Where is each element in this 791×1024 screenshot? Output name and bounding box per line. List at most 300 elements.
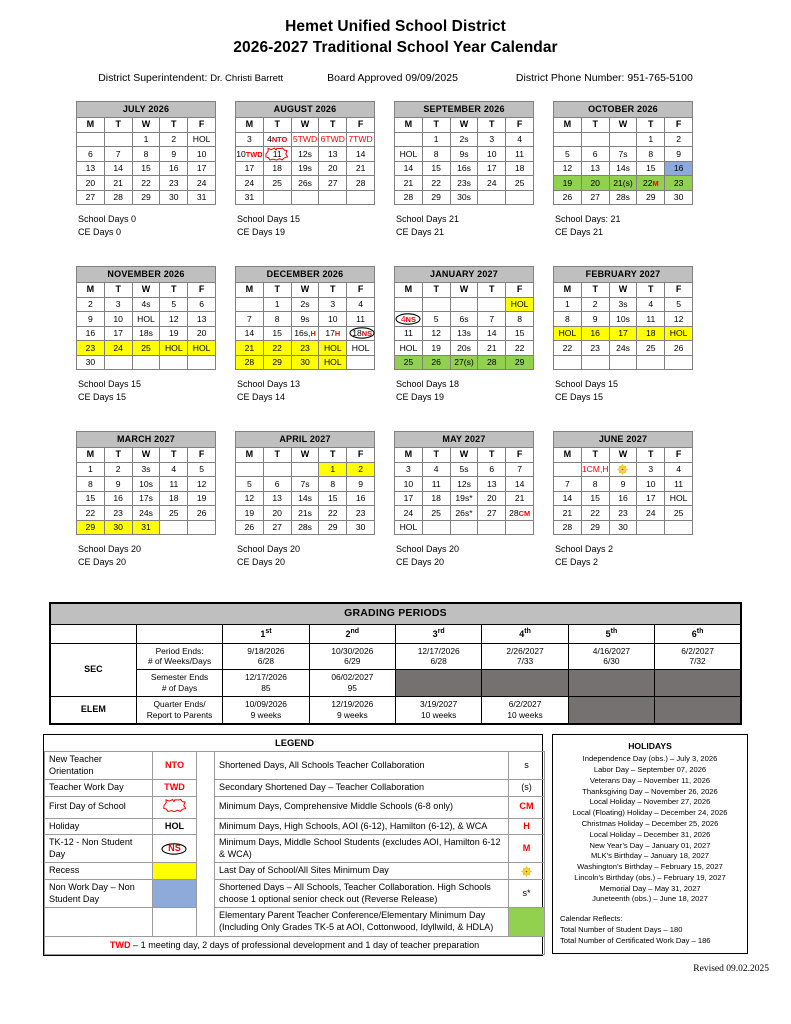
day-cell: [263, 147, 291, 162]
week-row: [236, 297, 375, 312]
day-cell: 20: [77, 176, 105, 191]
week-row: [395, 355, 534, 370]
day-cell: 11: [422, 477, 450, 492]
month-block: [394, 431, 534, 596]
day-cell: 12: [665, 312, 693, 327]
dow-header: F: [665, 118, 693, 133]
legend-right-text: Minimum Days, High Schools, AOI (6-12), Hamilton (6-12), & WCA: [215, 818, 509, 835]
day-cell: 8: [319, 477, 347, 492]
legend-right-symbol: [509, 908, 545, 936]
day-cell: 5: [236, 477, 264, 492]
day-of-week-row: [554, 448, 693, 463]
day-cell: HOL: [665, 326, 693, 341]
month-name: JANUARY 2027: [395, 267, 534, 283]
dow-header: W: [132, 283, 160, 298]
day-cell: 11: [665, 477, 693, 492]
week-row: [554, 462, 693, 477]
title-line-2: 2026-2027 Traditional School Year Calendar: [233, 38, 558, 56]
day-cell: 15: [637, 161, 665, 176]
ce-days: CE Days 15: [78, 391, 127, 402]
calendar-row: [0, 266, 791, 431]
day-cell: 1: [263, 297, 291, 312]
day-cell: 16s,H: [291, 326, 319, 341]
legend-right-text: Elementary Parent Teacher Conference/Elementary Minimum Day (Including Only Grades TK-5 at AOI, Cottonwood, Idyllwild, & HDLA): [215, 908, 509, 936]
day-cell: 23: [77, 341, 105, 356]
reflect-line: Total Number of Certificated Work Day – 186: [560, 935, 711, 945]
week-row: [77, 326, 216, 341]
dow-header: T: [478, 118, 506, 133]
dow-header: T: [478, 448, 506, 463]
day-cell: 27: [581, 190, 609, 205]
day-cell: 18: [506, 161, 534, 176]
header-details: [0, 72, 791, 84]
dow-header: T: [104, 118, 132, 133]
day-cell: [665, 355, 693, 370]
day-cell: 24s: [132, 506, 160, 521]
legend-right-symbol: (s): [509, 780, 545, 797]
day-cell: 13s: [450, 326, 478, 341]
day-cell: 28s: [291, 520, 319, 535]
day-cell: [506, 520, 534, 535]
day-cell: 13: [581, 161, 609, 176]
dow-header: W: [609, 448, 637, 463]
month-name: DECEMBER 2026: [236, 267, 375, 283]
day-cell: [478, 297, 506, 312]
day-cell: [609, 132, 637, 147]
dow-header: M: [77, 118, 105, 133]
grading-cell: 06/02/2027 95: [309, 670, 395, 697]
school-days: School Days 20: [78, 544, 142, 555]
legend-footnote: TWD – 1 meeting day, 2 days of professional development and 1 day of teacher preparation: [45, 936, 545, 955]
month-block: [76, 266, 216, 431]
day-cell: 23: [160, 176, 188, 191]
day-cell: 14: [236, 326, 264, 341]
week-row: [236, 491, 375, 506]
day-cell: [188, 355, 216, 370]
ce-days: CE Days 19: [237, 226, 286, 237]
calendar-months: [0, 101, 791, 596]
day-cell: 30s: [450, 190, 478, 205]
day-cell: 23s: [450, 176, 478, 191]
day-cell: HOL: [554, 326, 582, 341]
week-row: [554, 312, 693, 327]
day-cell: 12: [554, 161, 582, 176]
day-cell: [77, 132, 105, 147]
last-day-sun-icon: [521, 866, 532, 877]
day-cell: 1: [637, 132, 665, 147]
dow-header: M: [77, 448, 105, 463]
dow-header: W: [450, 118, 478, 133]
month-table: [553, 266, 693, 370]
week-row: [395, 520, 534, 535]
day-cell: 10: [188, 147, 216, 162]
day-cell: 4s: [132, 297, 160, 312]
day-cell: 11: [395, 326, 423, 341]
day-cell: [665, 520, 693, 535]
day-cell: 23: [665, 176, 693, 191]
month-footer: [76, 378, 216, 403]
grading-cell: 2/26/2027 7/33: [482, 643, 568, 670]
day-cell: 8: [554, 312, 582, 327]
dow-header: F: [188, 118, 216, 133]
grading-cell: 6/2/2027 10 weeks: [482, 697, 568, 724]
week-row: [395, 462, 534, 477]
day-cell: 6: [188, 297, 216, 312]
day-cell: [395, 132, 423, 147]
day-cell: 20: [188, 326, 216, 341]
first-day-marker: 11: [266, 150, 289, 159]
day-cell: 15: [319, 491, 347, 506]
legend-left-symbol: [153, 880, 197, 908]
holiday-item: Juneteenth (obs.) – June 18, 2027: [592, 894, 708, 904]
holidays-list: [557, 754, 743, 905]
dow-header: F: [506, 118, 534, 133]
day-cell: 21: [236, 341, 264, 356]
grading-side-elem: ELEM: [50, 697, 136, 724]
day-cell: 25: [422, 506, 450, 521]
day-cell: 7s: [291, 477, 319, 492]
grading-period-header: 3rd: [396, 624, 482, 643]
day-of-week-row: [395, 448, 534, 463]
grading-cell: 12/17/2026 6/28: [396, 643, 482, 670]
grading-title: GRADING PERIODS: [50, 603, 741, 624]
grading-row-label: Quarter Ends/ Report to Parents: [136, 697, 222, 724]
day-cell: 10: [637, 477, 665, 492]
grading-cell: 6/2/2027 7/32: [655, 643, 741, 670]
day-cell: 30: [104, 520, 132, 535]
day-cell: 8: [263, 312, 291, 327]
ce-days: CE Days 2: [555, 556, 599, 567]
grading-cell-empty: [655, 670, 741, 697]
day-cell: 14s: [609, 161, 637, 176]
grading-period-header: 6th: [655, 624, 741, 643]
week-row: [395, 341, 534, 356]
day-cell: 6s: [450, 312, 478, 327]
day-cell: 26s*: [450, 506, 478, 521]
week-row: [395, 506, 534, 521]
dow-header: M: [554, 118, 582, 133]
month-footer: [235, 543, 375, 568]
day-cell: 7: [554, 477, 582, 492]
day-cell: 6: [77, 147, 105, 162]
ce-days: CE Days 19: [396, 391, 445, 402]
holiday-item: Local Holiday – December 31, 2026: [589, 829, 711, 839]
dow-header: W: [132, 448, 160, 463]
day-cell: 15: [263, 326, 291, 341]
day-cell: 29: [422, 190, 450, 205]
month-footer: [394, 213, 534, 238]
week-row: [554, 147, 693, 162]
day-cell: [160, 520, 188, 535]
month-name: AUGUST 2026: [236, 102, 375, 118]
day-cell: 10: [395, 477, 423, 492]
day-cell: 5: [554, 147, 582, 162]
month-block: [235, 101, 375, 266]
month-block: [76, 101, 216, 266]
week-row: [554, 520, 693, 535]
day-cell: [554, 355, 582, 370]
school-days: School Days 20: [237, 544, 301, 555]
day-cell: 15: [506, 326, 534, 341]
last-day-sun-icon: [617, 464, 628, 475]
dow-header: F: [506, 283, 534, 298]
day-cell: 9: [609, 477, 637, 492]
day-cell: 28: [236, 355, 264, 370]
legend-right-text: Shortened Days – All Schools, Teacher Collaboration. High Schools choose 1 optional senior check out (Reverse Release): [215, 880, 509, 908]
day-cell: 23: [104, 506, 132, 521]
school-days: School Days 15: [237, 214, 301, 225]
holiday-item: Local Holiday – November 27, 2026: [589, 797, 711, 807]
day-cell: 23: [581, 341, 609, 356]
month-table: [553, 431, 693, 535]
day-cell: 18: [160, 491, 188, 506]
day-cell: 10: [319, 312, 347, 327]
month-table: [235, 431, 375, 535]
day-cell: 15: [132, 161, 160, 176]
dow-header: W: [609, 118, 637, 133]
day-of-week-row: [77, 283, 216, 298]
month-table: [394, 266, 534, 370]
day-cell: [263, 190, 291, 205]
holiday-item: New Year’s Day – January 01, 2027: [589, 840, 711, 850]
day-cell: 4NTO: [263, 132, 291, 147]
phone-label: District Phone Number:: [515, 72, 625, 85]
day-of-week-row: [77, 118, 216, 133]
legend-left-symbol: [153, 863, 197, 880]
month-footer: [76, 543, 216, 568]
week-row: [554, 190, 693, 205]
day-cell: 16s: [450, 161, 478, 176]
day-cell: 29: [132, 190, 160, 205]
month-footer: [235, 213, 375, 238]
grading-corner-1: [50, 624, 136, 643]
day-cell: 4: [637, 297, 665, 312]
day-cell: 24s: [609, 341, 637, 356]
grading-row: [50, 670, 741, 697]
month-name: NOVEMBER 2026: [77, 267, 216, 283]
day-cell: 17s: [132, 491, 160, 506]
legend-row: [45, 908, 545, 936]
day-cell: 15: [581, 491, 609, 506]
week-row: [77, 506, 216, 521]
grading-cell: 10/30/2026 6/29: [309, 643, 395, 670]
grading-cell: 10/09/2026 9 weeks: [223, 697, 309, 724]
day-of-week-row: [77, 448, 216, 463]
grading-cell-empty: [482, 670, 568, 697]
day-cell: [581, 132, 609, 147]
day-cell: 3: [236, 132, 264, 147]
ce-days: CE Days 20: [78, 556, 127, 567]
dow-header: M: [395, 448, 423, 463]
school-days: School Days 20: [396, 544, 460, 555]
grading-periods-section: [49, 602, 742, 725]
superintendent-name: Dr. Christi Barrett: [210, 73, 284, 85]
dow-header: M: [77, 283, 105, 298]
day-cell: 8: [581, 477, 609, 492]
day-cell: HOL: [665, 491, 693, 506]
dow-header: T: [581, 283, 609, 298]
week-row: [554, 341, 693, 356]
day-cell: HOL: [395, 520, 423, 535]
grading-period-header: 2nd: [309, 624, 395, 643]
day-cell: 23: [291, 341, 319, 356]
week-row: [395, 147, 534, 162]
day-cell: 24: [104, 341, 132, 356]
day-cell: HOL: [347, 341, 375, 356]
day-cell: 6: [263, 477, 291, 492]
ce-days: CE Days 21: [555, 226, 604, 237]
dow-header: T: [263, 283, 291, 298]
dow-header: W: [132, 118, 160, 133]
ce-days: CE Days 21: [396, 226, 445, 237]
day-cell: 4: [160, 462, 188, 477]
day-cell: 30: [665, 190, 693, 205]
month-block: [553, 266, 693, 431]
day-cell: 10TWD: [236, 147, 264, 162]
week-row: [77, 176, 216, 191]
day-cell: [319, 190, 347, 205]
legend-box: [43, 734, 543, 956]
grading-cell: 12/19/2026 9 weeks: [309, 697, 395, 724]
grading-cell-empty: [568, 697, 654, 724]
dow-header: T: [160, 283, 188, 298]
day-cell: 22: [319, 506, 347, 521]
day-cell: 27: [319, 176, 347, 191]
day-cell: 6: [581, 147, 609, 162]
dow-header: T: [422, 118, 450, 133]
day-cell: 2: [347, 462, 375, 477]
school-days: School Days 0: [78, 214, 137, 225]
week-row: [77, 312, 216, 327]
day-cell: 26: [665, 341, 693, 356]
day-cell: 5: [422, 312, 450, 327]
legend-right-text: Secondary Shortened Day – Teacher Collaboration: [215, 780, 509, 797]
school-days: School Days 15: [78, 379, 142, 390]
day-cell: 28: [554, 520, 582, 535]
legend-left-label: Non Work Day – Non Student Day: [45, 880, 153, 908]
day-cell: 1: [319, 462, 347, 477]
day-cell: HOL: [395, 341, 423, 356]
dow-header: F: [347, 448, 375, 463]
day-cell: [478, 520, 506, 535]
month-table: [76, 266, 216, 370]
grading-cell: 12/17/2026 85: [223, 670, 309, 697]
day-cell: 11: [506, 147, 534, 162]
day-cell: 12: [422, 326, 450, 341]
dow-header: W: [291, 283, 319, 298]
day-cell: 22: [263, 341, 291, 356]
day-cell: 19s: [291, 161, 319, 176]
day-cell: 23: [347, 506, 375, 521]
holiday-item: MLK’s Birthday – January 18, 2027: [590, 851, 710, 861]
day-cell: 1: [77, 462, 105, 477]
day-cell: 27: [263, 520, 291, 535]
ce-days: CE Days 20: [237, 556, 286, 567]
day-cell: HOL: [160, 341, 188, 356]
dow-header: T: [104, 283, 132, 298]
month-block: [235, 266, 375, 431]
day-cell: [291, 462, 319, 477]
month-footer: [553, 378, 693, 403]
school-days: School Days 21: [396, 214, 460, 225]
day-cell: 16: [665, 161, 693, 176]
week-row: [236, 341, 375, 356]
day-cell: 5: [188, 462, 216, 477]
page-header: [0, 0, 791, 84]
day-cell: 18s: [132, 326, 160, 341]
day-cell: 16: [160, 161, 188, 176]
day-cell: 3: [395, 462, 423, 477]
day-cell: 9: [581, 312, 609, 327]
dow-header: T: [581, 118, 609, 133]
dow-header: W: [291, 448, 319, 463]
dow-header: T: [104, 448, 132, 463]
day-cell: [637, 355, 665, 370]
day-cell: 10: [104, 312, 132, 327]
month-name: SEPTEMBER 2026: [395, 102, 534, 118]
day-cell: [347, 355, 375, 370]
day-cell: 19: [554, 176, 582, 191]
legend-left-label: Holiday: [45, 818, 153, 835]
dow-header: W: [609, 283, 637, 298]
dow-header: T: [637, 448, 665, 463]
day-cell: 8: [637, 147, 665, 162]
day-cell: 13: [478, 477, 506, 492]
day-cell: 25: [160, 506, 188, 521]
day-cell: [478, 190, 506, 205]
day-cell: [581, 355, 609, 370]
day-of-week-row: [236, 283, 375, 298]
holiday-item: Veterans Day – November 11, 2026: [589, 775, 711, 785]
non-student-day-marker: 4NS: [396, 315, 421, 324]
school-days: School Days 18: [396, 379, 460, 390]
legend-right-text: Last Day of School/All Sites Minimum Day: [215, 863, 509, 880]
school-days: School Days: 21: [555, 214, 621, 225]
day-cell: [188, 520, 216, 535]
month-footer: [394, 543, 534, 568]
day-cell: 22: [554, 341, 582, 356]
day-of-week-row: [395, 283, 534, 298]
legend-right-symbol: s: [509, 752, 545, 780]
legend-right-text: Shortened Days, All Schools Teacher Collaboration: [215, 752, 509, 780]
day-cell: 15: [422, 161, 450, 176]
day-cell: 17: [104, 326, 132, 341]
day-cell: 8: [422, 147, 450, 162]
day-cell: [395, 312, 423, 327]
day-cell: 4: [347, 297, 375, 312]
holiday-item: Independence Day (obs.) – July 3, 2026: [582, 754, 718, 764]
day-cell: 12: [236, 491, 264, 506]
day-cell: HOL: [188, 341, 216, 356]
day-cell: [132, 355, 160, 370]
month-name: APRIL 2027: [236, 432, 375, 448]
day-cell: 13: [319, 147, 347, 162]
legend-row: [45, 863, 545, 880]
day-cell: 14: [554, 491, 582, 506]
day-cell: HOL: [506, 297, 534, 312]
week-row: [236, 190, 375, 205]
day-cell: 8: [506, 312, 534, 327]
day-cell: [347, 326, 375, 341]
week-row: [236, 462, 375, 477]
day-cell: 22: [77, 506, 105, 521]
month-block: [394, 266, 534, 431]
legend-left-label: Teacher Work Day: [45, 780, 153, 797]
day-cell: 2: [160, 132, 188, 147]
day-cell: 3s: [132, 462, 160, 477]
day-cell: 21: [506, 491, 534, 506]
day-cell: 17: [395, 491, 423, 506]
